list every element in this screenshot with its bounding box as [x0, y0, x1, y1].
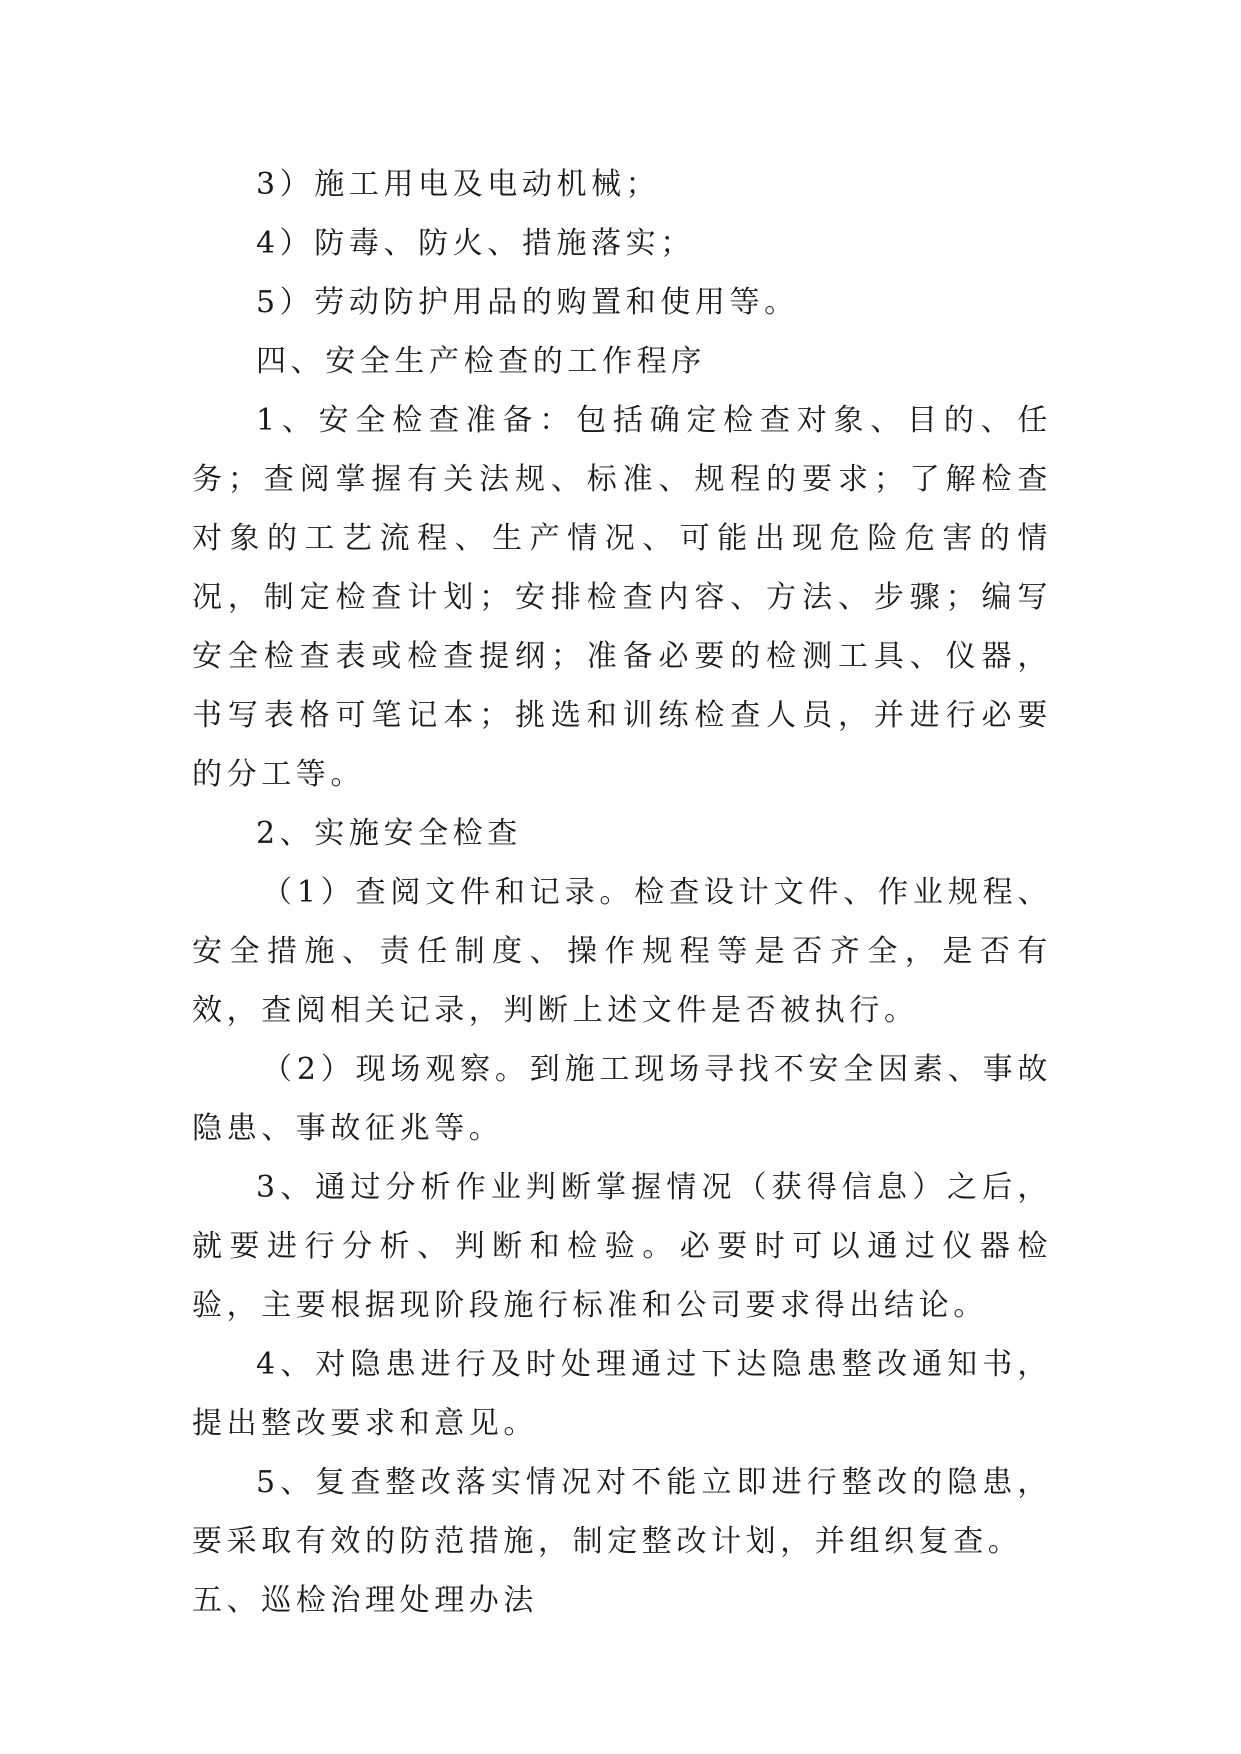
list-item-electricity: 3）施工用电及电动机械；: [256, 167, 661, 202]
document-body: [192, 155, 1052, 1630]
paragraph-review-documents: （1）查阅文件和记录。检查设计文件、作业规程、安全措施、责任制度、操作规程等是否齐全，是否有效，查阅相关记录，判断上述文件是否被执行。: [192, 875, 1052, 1028]
paragraph-hazard-handling: 4、对隐患进行及时处理通过下达隐患整改通知书，提出整改要求和意见。: [192, 1347, 1052, 1441]
paragraph-site-observation: （2）现场观察。到施工现场寻找不安全因素、事故隐患、事故征兆等。: [192, 1052, 1052, 1146]
paragraph-recheck: 5、复查整改落实情况对不能立即进行整改的隐患，要采取有效的防范措施，制定整改计划，并组织复查。: [192, 1465, 1052, 1559]
subheading-implement-inspection: 2、实施安全检查: [256, 816, 522, 851]
paragraph-analysis: 3、通过分析作业判断掌握情况（获得信息）之后，就要进行分析、判断和检验。必要时可以通过仪器检验，主要根据现阶段施行标准和公司要求得出结论。: [192, 1170, 1052, 1323]
section-heading-inspection-procedure: 四、安全生产检查的工作程序: [256, 344, 706, 379]
list-item-protective-equipment: 5）劳动防护用品的购置和使用等。: [256, 285, 799, 320]
paragraph-inspection-preparation: 1、安全检查准备：包括确定检查对象、目的、任务；查阅掌握有关法规、标准、规程的要求；了解检查对象的工艺流程、生产情况、可能出现危险危害的情况，制定检查计划；安排检查内容、方法、步骤；编写安全检查表或检查提纲；准备必要的检测工具、仪器，书写表格可笔记本；挑选和训练检查人员，并进行必要的分工等。: [192, 403, 1052, 792]
list-item-fire-prevention: 4）防毒、防火、措施落实；: [256, 226, 695, 261]
section-heading-patrol-handling: 五、巡检治理处理办法: [192, 1583, 538, 1618]
